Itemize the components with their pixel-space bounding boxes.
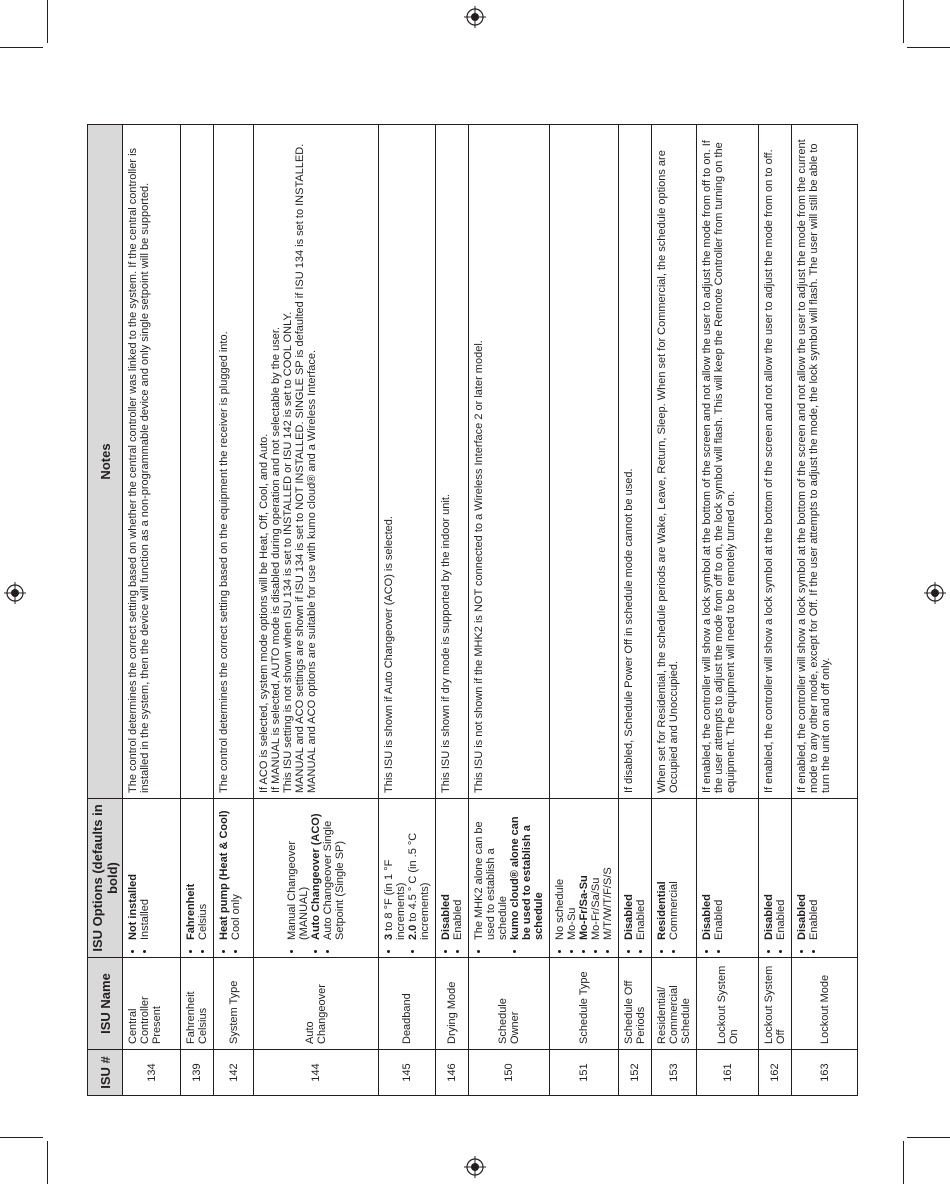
table-row	[550, 125, 619, 1096]
isu-name-cell: Drying Mode	[436, 958, 469, 1050]
notes-cell	[469, 125, 550, 799]
options-list	[127, 804, 151, 952]
options-list	[218, 804, 242, 952]
header-isu-name: ISU Name	[88, 958, 123, 1050]
note-text: If enabled, the controller will show a lock symbol at the bottom of the screen and not allow the user to adjust the mode from the current mode to any other mode, except for Off. If the user attempts to adjust the mode, the lock symbol will flash. The user will still be able to turn the unit on and off only.	[796, 139, 832, 793]
isu-name-cell: Lockout System Off	[759, 958, 792, 1050]
header-isu-options: ISU Options (defaults in bold)	[88, 799, 123, 958]
options-list	[554, 804, 614, 952]
isu-name-cell: Schedule Owner	[469, 958, 550, 1050]
table-row	[181, 125, 214, 1096]
option-item: • Enabled	[713, 804, 725, 940]
isu-number-cell: 150	[469, 1050, 550, 1096]
isu-options-cell	[619, 799, 652, 958]
option-item: • Disabled	[623, 804, 635, 940]
isu-name-cell: Auto Changeover	[254, 958, 379, 1050]
isu-options-cell	[214, 799, 254, 958]
note-text: When set for Residential, the schedule periods are Wake, Leave, Return, Sleep. When set for Commercial, the schedule options are Occupied and Unoccupied.	[656, 150, 680, 793]
isu-name-cell: Residential/ Commercial Schedule	[652, 958, 697, 1050]
table-row	[697, 125, 759, 1096]
isu-number-cell: 152	[619, 1050, 652, 1096]
option-item: • Heat pump (Heat & Cool)	[218, 804, 230, 940]
notes-cell	[652, 125, 697, 799]
isu-options-cell	[759, 799, 792, 958]
note-text: This ISU is not shown if the MHK2 is NOT connected to a Wireless Interface 2 or later model.	[473, 340, 485, 793]
isu-name-cell: System Type	[214, 958, 254, 1050]
notes-cell	[697, 125, 759, 799]
notes-cell	[379, 125, 436, 799]
option-item: • Mo-Su	[566, 804, 578, 940]
isu-options-cell	[379, 799, 436, 958]
option-item: • Auto Changeover Single Setpoint (Single SP)	[322, 804, 346, 940]
option-item: • Disabled	[701, 804, 713, 940]
isu-options-cell	[436, 799, 469, 958]
notes-cell	[181, 125, 214, 799]
table-row	[123, 125, 181, 1096]
option-item: • Manual Changeover (MANUAL)	[286, 804, 310, 940]
isu-name-cell: Central Controller Present	[123, 958, 181, 1050]
isu-name-cell: Lockout Mode	[792, 958, 858, 1050]
options-list	[473, 804, 545, 952]
isu-number-cell: 139	[181, 1050, 214, 1096]
header-isu-number: ISU #	[88, 1050, 123, 1096]
options-list	[701, 804, 725, 952]
note-text: MANUAL and ACO options are suitable for use with kumo cloud® and a Wireless Interface.	[306, 349, 318, 793]
note-text: MANUAL and ACO settings are shown if ISU 134 is set to NOT INSTALLED. SINGLE SP is defaulted if ISU 134 is set to INSTALLED.	[294, 143, 306, 793]
note-text: If disabled, Schedule Power Off in schedule mode cannot be used.	[623, 468, 635, 793]
option-item: • 3 to 8 °F (in 1 °F increments)	[383, 804, 407, 940]
option-item: • Cool only	[230, 804, 242, 940]
crop-mark	[47, 1141, 48, 1184]
registration-mark-icon	[464, 6, 486, 28]
note-text: This ISU setting is not shown when ISU 134 is set to INSTALLED or ISU 142 is set to COOL ONLY.	[282, 311, 294, 793]
crop-mark	[0, 1137, 43, 1138]
table-header-row	[88, 125, 123, 1096]
option-item: • The MHK2 alone can be used to establish a schedule	[473, 804, 509, 940]
option-item: • kumo cloud® alone can be used to establish a schedule	[509, 804, 545, 940]
registration-mark-icon	[4, 582, 26, 604]
isu-table-rotated	[87, 124, 845, 1096]
isu-name-cell: Schedule Type	[550, 958, 619, 1050]
crop-mark	[907, 47, 950, 48]
isu-name-cell: Fahrenheit Celsius	[181, 958, 214, 1050]
header-notes: Notes	[88, 125, 123, 799]
isu-number-cell: 142	[214, 1050, 254, 1096]
note-text: This ISU is shown if dry mode is supported by the indoor unit.	[440, 494, 452, 793]
notes-cell	[436, 125, 469, 799]
option-item: • Mo-Fr/Sa/Su	[590, 804, 602, 940]
isu-options-cell	[697, 799, 759, 958]
option-item: • Fahrenheit	[185, 804, 197, 940]
registration-mark-icon	[924, 582, 946, 604]
crop-mark	[907, 1137, 950, 1138]
table-row	[254, 125, 379, 1096]
isu-options-cell	[550, 799, 619, 958]
isu-name-cell: Schedule Off Periods	[619, 958, 652, 1050]
notes-cell	[619, 125, 652, 799]
option-item: • Mo-Fr/Sa-Su	[578, 804, 590, 940]
notes-cell	[123, 125, 181, 799]
options-list	[383, 804, 431, 952]
registration-mark-icon	[464, 1156, 486, 1178]
isu-name-cell: Deadband	[379, 958, 436, 1050]
notes-cell	[792, 125, 858, 799]
table-row	[759, 125, 792, 1096]
option-item: • No schedule	[554, 804, 566, 940]
table-row	[436, 125, 469, 1096]
option-item: • 2.0 to 4.5 ° C (in .5 °C increments)	[407, 804, 431, 940]
note-text: If ACO is selected, system mode options will be Heat, Off, Cool, and Auto.	[258, 433, 270, 793]
isu-number-cell: 145	[379, 1050, 436, 1096]
notes-cell	[550, 125, 619, 799]
options-list	[763, 804, 787, 952]
option-item: • Enabled	[808, 804, 820, 940]
options-list	[623, 804, 647, 952]
option-item: • Celsius	[197, 804, 209, 940]
isu-options-cell	[652, 799, 697, 958]
table-row	[652, 125, 697, 1096]
crop-mark	[47, 0, 48, 43]
options-list	[185, 804, 209, 952]
isu-name-cell: Lockout System On	[697, 958, 759, 1050]
isu-number-cell: 134	[123, 1050, 181, 1096]
isu-options-cell	[469, 799, 550, 958]
options-list	[286, 804, 346, 952]
table-row	[619, 125, 652, 1096]
option-item: • Auto Changeover (ACO)	[310, 804, 322, 940]
table-body	[123, 125, 858, 1096]
option-item: • Enabled	[635, 804, 647, 940]
options-list	[796, 804, 820, 952]
options-list	[440, 804, 464, 952]
option-item: • Not installed	[127, 804, 139, 940]
option-item: • Installed	[139, 804, 151, 940]
isu-table	[87, 124, 858, 1096]
note-text: If enabled, the controller will show a lock symbol at the bottom of the screen and not allow the user to adjust the mode from on to off.	[763, 149, 775, 793]
table-row	[379, 125, 436, 1096]
isu-number-cell: 144	[254, 1050, 379, 1096]
option-item: • Disabled	[440, 804, 452, 940]
isu-options-cell	[792, 799, 858, 958]
note-text: If enabled, the controller will show a lock symbol at the bottom of the screen and not allow the user to adjust the mode from off to on. If the user attempts to adjust the mode from off to on, the lock symbol will flash. This will keep the Remote Controller from turning on the equipment. The equipment will need to be remotely turned on.	[701, 140, 737, 793]
note-text: The control determines the correct setting based on the equipment the receiver is plugged into.	[218, 331, 230, 793]
isu-number-cell: 162	[759, 1050, 792, 1096]
crop-mark	[0, 47, 43, 48]
note-text: If MANUAL is selected, AUTO mode is disabled during operation and not selectable by the user.	[270, 327, 282, 793]
table-row	[792, 125, 858, 1096]
option-item: • Enabled	[775, 804, 787, 940]
option-item: • Disabled	[763, 804, 775, 940]
option-item: • Enabled	[452, 804, 464, 940]
options-list	[656, 804, 680, 952]
table-row	[214, 125, 254, 1096]
note-text: The control determines the correct setting based on whether the central controller was linked to the system. If the central controller is installed in the system, then the device will function as a non-programmable device and only single setpoint will be supported.	[127, 147, 151, 793]
isu-number-cell: 151	[550, 1050, 619, 1096]
crop-mark	[903, 0, 904, 43]
option-item: • M/T/W/T/F/S/S	[602, 804, 614, 940]
note-text: This ISU is shown if Auto Changeover (ACO) is selected.	[383, 516, 395, 793]
option-item: • Commercial	[668, 804, 680, 940]
notes-cell	[254, 125, 379, 799]
isu-options-cell	[123, 799, 181, 958]
notes-cell	[214, 125, 254, 799]
option-item: • Disabled	[796, 804, 808, 940]
isu-number-cell: 161	[697, 1050, 759, 1096]
isu-options-cell	[181, 799, 214, 958]
isu-options-cell	[254, 799, 379, 958]
crop-mark	[903, 1141, 904, 1184]
isu-number-cell: 146	[436, 1050, 469, 1096]
table-row	[469, 125, 550, 1096]
isu-number-cell: 153	[652, 1050, 697, 1096]
isu-number-cell: 163	[792, 1050, 858, 1096]
option-item: • Residential	[656, 804, 668, 940]
notes-cell	[759, 125, 792, 799]
